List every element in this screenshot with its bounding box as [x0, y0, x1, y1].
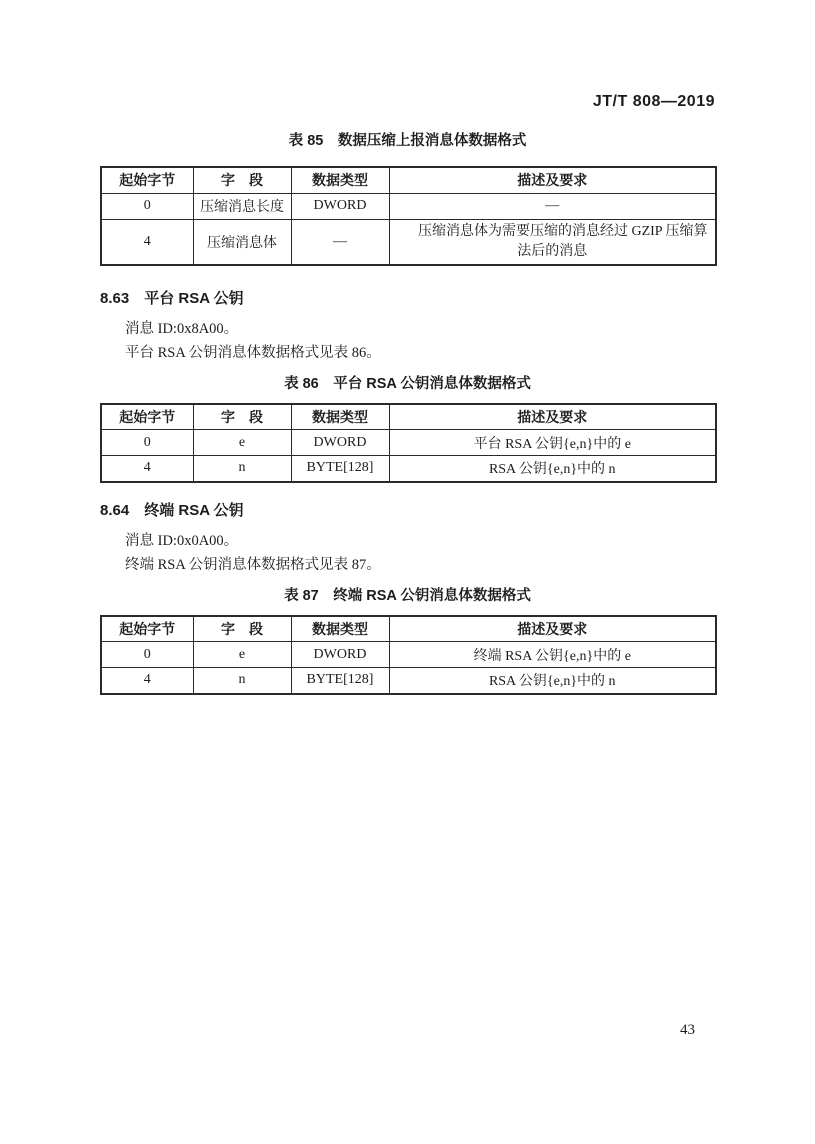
cell-start-byte: 0	[101, 430, 193, 456]
col-header-start-byte: 起始字节	[101, 167, 193, 193]
cell-field: n	[193, 456, 291, 482]
cell-description: 平台 RSA 公钥{e,n}中的 e	[389, 430, 716, 456]
cell-data-type: DWORD	[291, 642, 389, 668]
cell-field: e	[193, 430, 291, 456]
col-header-data-type: 数据类型	[291, 616, 389, 642]
cell-description: —	[389, 193, 716, 219]
table-86	[100, 403, 717, 483]
table-row	[101, 430, 716, 456]
cell-start-byte: 0	[101, 193, 193, 219]
col-header-description: 描述及要求	[389, 616, 716, 642]
col-header-description: 描述及要求	[389, 404, 716, 430]
col-header-data-type: 数据类型	[291, 167, 389, 193]
col-header-field: 字 段	[193, 167, 291, 193]
table-85	[100, 166, 717, 266]
cell-data-type: BYTE[128]	[291, 668, 389, 694]
cell-data-type: BYTE[128]	[291, 456, 389, 482]
section-heading-8-63: 8.63 平台 RSA 公钥	[100, 289, 244, 307]
table-header-row	[101, 167, 716, 193]
table-reference-paragraph: 平台 RSA 公钥消息体数据格式见表 86。	[125, 344, 381, 361]
table-header-row	[101, 616, 716, 642]
cell-start-byte: 4	[101, 668, 193, 694]
cell-start-byte: 4	[101, 219, 193, 265]
table-87-caption: 表 87 终端 RSA 公钥消息体数据格式	[284, 587, 531, 604]
table-85-caption: 表 85 数据压缩上报消息体数据格式	[288, 133, 527, 149]
cell-description: 终端 RSA 公钥{e,n}中的 e	[389, 642, 716, 668]
cell-start-byte: 4	[101, 456, 193, 482]
page-number: 43	[680, 1022, 695, 1038]
table-header-row	[101, 404, 716, 430]
message-id-paragraph: 消息 ID:0x8A00。	[125, 320, 239, 337]
cell-data-type: DWORD	[291, 430, 389, 456]
cell-description: RSA 公钥{e,n}中的 n	[389, 668, 716, 694]
cell-field: n	[193, 668, 291, 694]
table-87	[100, 615, 717, 695]
col-header-start-byte: 起始字节	[101, 616, 193, 642]
running-header: JT/T 808—2019	[592, 93, 715, 110]
col-header-data-type: 数据类型	[291, 404, 389, 430]
col-header-start-byte: 起始字节	[101, 404, 193, 430]
table-86-caption: 表 86 平台 RSA 公钥消息体数据格式	[284, 375, 531, 392]
cell-description: 压缩消息体为需要压缩的消息经过 GZIP 压缩算法后的消息	[389, 219, 716, 265]
page-content	[100, 0, 715, 695]
table-row	[101, 193, 716, 219]
cell-data-type: DWORD	[291, 193, 389, 219]
col-header-field: 字 段	[193, 404, 291, 430]
table-reference-paragraph: 终端 RSA 公钥消息体数据格式见表 87。	[125, 556, 381, 573]
table-row	[101, 456, 716, 482]
cell-field: 压缩消息体	[193, 219, 291, 265]
cell-field: e	[193, 642, 291, 668]
table-row	[101, 642, 716, 668]
col-header-description: 描述及要求	[389, 167, 716, 193]
cell-description: RSA 公钥{e,n}中的 n	[389, 456, 716, 482]
table-row	[101, 668, 716, 694]
cell-start-byte: 0	[101, 642, 193, 668]
section-heading-8-64: 8.64 终端 RSA 公钥	[100, 501, 244, 519]
cell-field: 压缩消息长度	[193, 193, 291, 219]
table-row	[101, 219, 716, 265]
message-id-paragraph: 消息 ID:0x0A00。	[125, 532, 239, 549]
col-header-field: 字 段	[193, 616, 291, 642]
cell-data-type: —	[291, 219, 389, 265]
